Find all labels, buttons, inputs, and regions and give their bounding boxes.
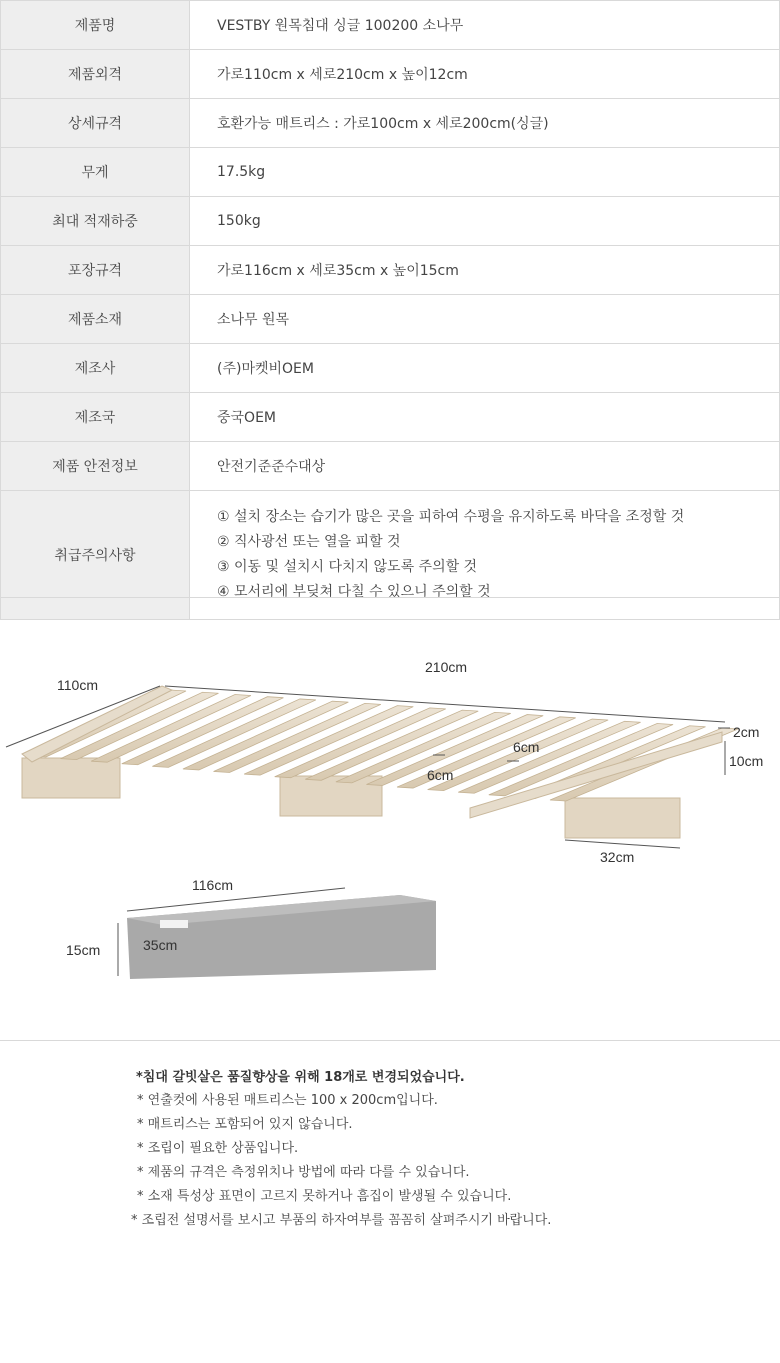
slat-gap-label: 6cm [427, 767, 454, 783]
spec-label: 제품소재 [1, 295, 190, 344]
spec-value: 가로110cm x 세로210cm x 높이12cm [190, 50, 780, 99]
bed-length-label: 210cm [425, 659, 468, 675]
bed-leg [565, 798, 680, 838]
caution-label: 취급주의사항 [1, 491, 190, 620]
bed-leg [22, 758, 120, 798]
spec-label: 상세규격 [1, 99, 190, 148]
spec-value: (주)마켓비OEM [190, 344, 780, 393]
leg-width-label: 32cm [600, 849, 635, 865]
spec-label: 제품 안전정보 [1, 442, 190, 491]
spec-row [1, 295, 780, 344]
note-line: * 조립전 설명서를 보시고 부품의 하자여부를 꼼꼼히 살펴주시기 바랍니다. [131, 1213, 552, 1228]
bed-diagram-illustration [0, 598, 780, 1040]
dimension-diagram [0, 597, 780, 1041]
bed-slat [458, 721, 640, 793]
spec-row [1, 393, 780, 442]
caution-item: ③ 이동 및 설치시 다치지 않도록 주의할 것 [217, 559, 478, 575]
spec-value: 중국OEM [190, 393, 780, 442]
caution-item: ① 설치 장소는 습기가 많은 곳을 피하여 수평을 유지하도록 바닥을 조정할 것 [217, 509, 685, 525]
spec-table [0, 0, 780, 620]
bed-width-label: 110cm [57, 677, 98, 693]
spec-value: 호환가능 매트리스 : 가로100cm x 세로200cm(싱글) [190, 99, 780, 148]
note-line: * 소재 특성상 표면이 고르지 못하거나 흠집이 발생될 수 있습니다. [137, 1189, 512, 1204]
spec-row [1, 344, 780, 393]
spec-row [1, 246, 780, 295]
length-dimension-line [165, 686, 725, 722]
spec-label: 포장규격 [1, 246, 190, 295]
spec-value: 150kg [190, 197, 780, 246]
note-line: *침대 갈빗살은 품질향상을 위해 18개로 변경되었습니다. [136, 1070, 465, 1085]
box-depth-label: 35cm [143, 937, 178, 953]
spec-label: 제품외격 [1, 50, 190, 99]
box-height-label: 15cm [66, 942, 101, 958]
note-line: * 연출컷에 사용된 매트리스는 100 x 200cm입니다. [137, 1093, 438, 1108]
note-line: * 매트리스는 포함되어 있지 않습니다. [137, 1117, 353, 1132]
spec-label: 최대 적재하중 [1, 197, 190, 246]
note-line: * 조립이 필요한 상품입니다. [137, 1141, 299, 1156]
box-label [160, 920, 188, 928]
caution-item: ② 직사광선 또는 열을 피할 것 [217, 534, 401, 550]
bed-leg [280, 776, 382, 816]
spec-value: 안전기준준수대상 [190, 442, 780, 491]
spec-value: 소나무 원목 [190, 295, 780, 344]
spec-row [1, 197, 780, 246]
spec-row [1, 148, 780, 197]
spec-row [1, 442, 780, 491]
box-width-label: 116cm [192, 877, 233, 893]
note-line: * 제품의 규격은 측정위치나 방법에 따라 다를 수 있습니다. [137, 1165, 470, 1180]
spec-row [1, 99, 780, 148]
slat-gap-label: 6cm [513, 739, 540, 755]
spec-row [1, 1, 780, 50]
bed-slat-thickness-label: 2cm [733, 724, 760, 740]
spec-label: 제조국 [1, 393, 190, 442]
spec-label: 제조사 [1, 344, 190, 393]
spec-row [1, 50, 780, 99]
spec-value: VESTBY 원목침대 싱글 100200 소나무 [190, 1, 780, 50]
caution-item: ④ 모서리에 부딪쳐 다칠 수 있으니 주의할 것 [217, 584, 491, 600]
spec-value: 가로116cm x 세로35cm x 높이15cm [190, 246, 780, 295]
spec-value: 17.5kg [190, 148, 780, 197]
leg-dimension-line [565, 840, 680, 848]
caution-list [217, 505, 778, 605]
bed-height-label: 10cm [729, 753, 764, 769]
spec-label: 무게 [1, 148, 190, 197]
spec-label: 제품명 [1, 1, 190, 50]
bed-frame [22, 686, 738, 838]
